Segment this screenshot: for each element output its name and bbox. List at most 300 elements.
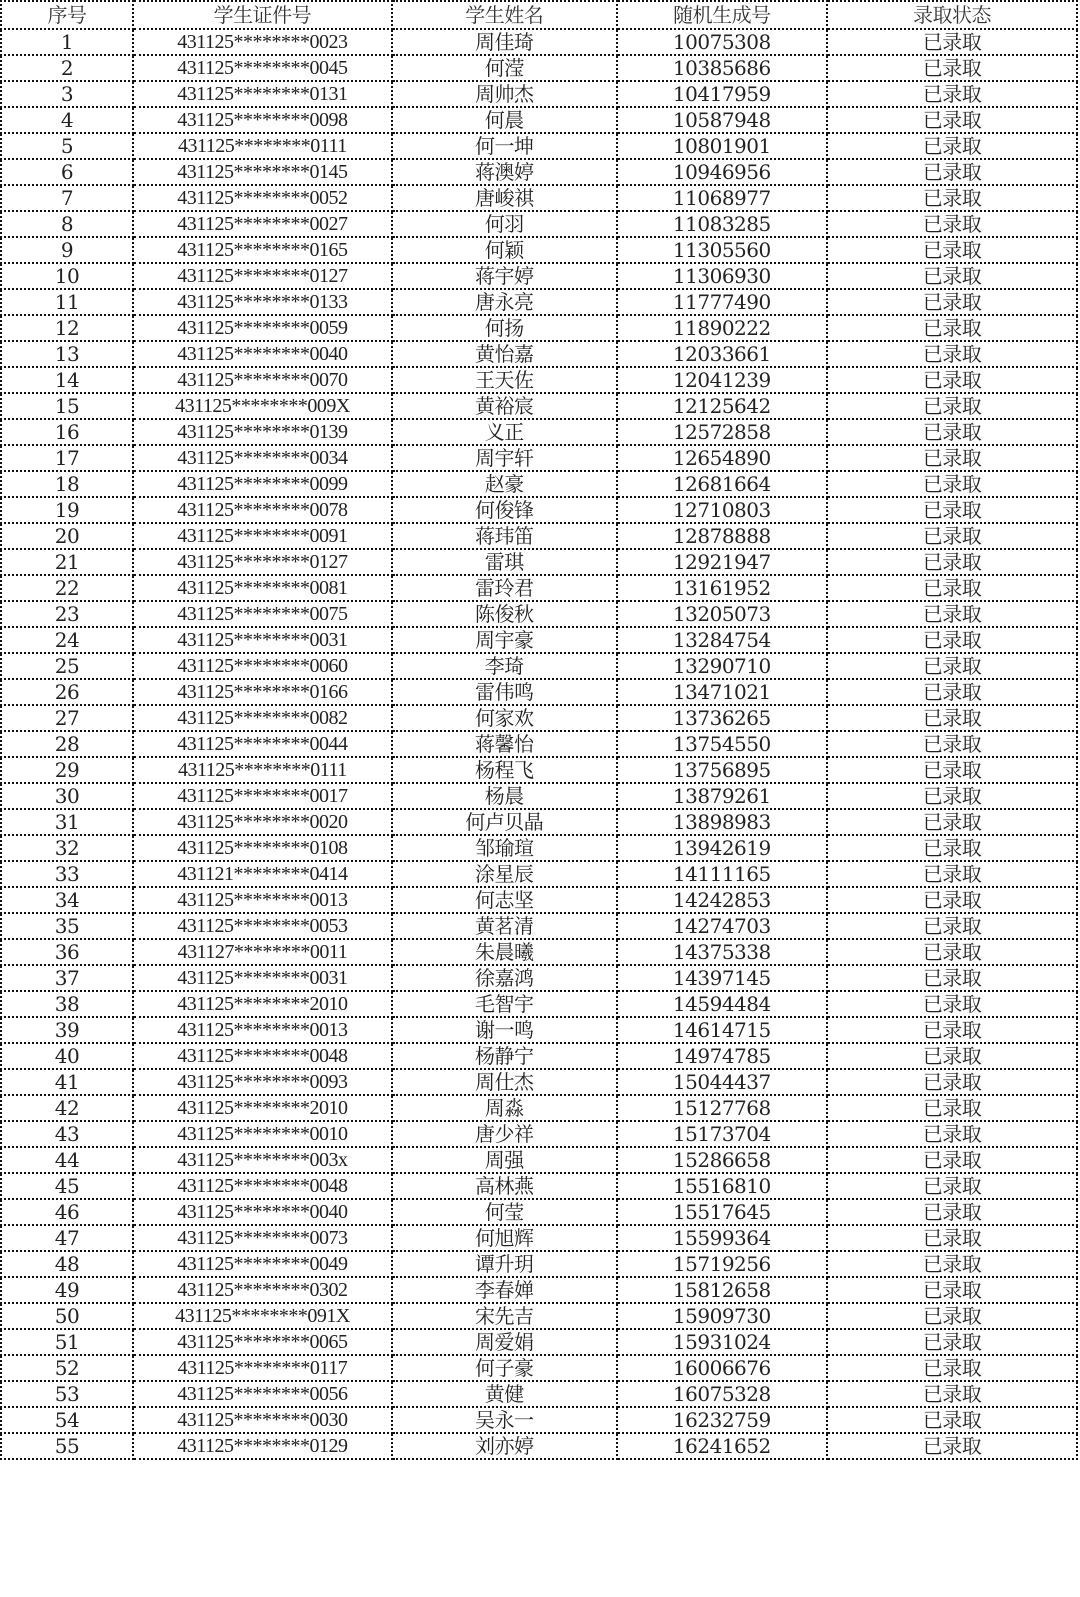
admission-status: 已录取 bbox=[827, 263, 1077, 289]
student-name: 吴永一 bbox=[392, 1407, 617, 1433]
table-row bbox=[1, 315, 1077, 341]
table-row bbox=[1, 1381, 1077, 1407]
student-name: 朱晨曦 bbox=[392, 939, 617, 965]
student-name: 何卢贝晶 bbox=[392, 809, 617, 835]
admission-status: 已录取 bbox=[827, 159, 1077, 185]
student-name: 蒋馨怡 bbox=[392, 731, 617, 757]
row-index: 28 bbox=[1, 731, 133, 757]
random-number: 16006676 bbox=[617, 1355, 828, 1381]
admission-status: 已录取 bbox=[827, 861, 1077, 887]
table-row bbox=[1, 1433, 1077, 1459]
random-number: 15173704 bbox=[617, 1121, 828, 1147]
row-index: 39 bbox=[1, 1017, 133, 1043]
student-name: 何颖 bbox=[392, 237, 617, 263]
student-id: 431125********0099 bbox=[133, 471, 392, 497]
row-index: 52 bbox=[1, 1355, 133, 1381]
header-index: 序号 bbox=[1, 1, 133, 29]
row-index: 47 bbox=[1, 1225, 133, 1251]
student-id: 431125********0165 bbox=[133, 237, 392, 263]
student-id: 431125********0048 bbox=[133, 1173, 392, 1199]
random-number: 13754550 bbox=[617, 731, 828, 757]
random-number: 14594484 bbox=[617, 991, 828, 1017]
row-index: 25 bbox=[1, 653, 133, 679]
row-index: 23 bbox=[1, 601, 133, 627]
table-row bbox=[1, 289, 1077, 315]
student-name: 黄怡嘉 bbox=[392, 341, 617, 367]
student-id: 431125********0013 bbox=[133, 887, 392, 913]
random-number: 15812658 bbox=[617, 1277, 828, 1303]
admission-status: 已录取 bbox=[827, 1277, 1077, 1303]
student-id: 431125********0070 bbox=[133, 367, 392, 393]
table-row bbox=[1, 367, 1077, 393]
student-name: 陈俊秋 bbox=[392, 601, 617, 627]
random-number: 13756895 bbox=[617, 757, 828, 783]
table-row bbox=[1, 1069, 1077, 1095]
table-row bbox=[1, 939, 1077, 965]
row-index: 32 bbox=[1, 835, 133, 861]
random-number: 13879261 bbox=[617, 783, 828, 809]
table-row bbox=[1, 263, 1077, 289]
student-id: 431125********0065 bbox=[133, 1329, 392, 1355]
random-number: 12921947 bbox=[617, 549, 828, 575]
row-index: 7 bbox=[1, 185, 133, 211]
admission-status: 已录取 bbox=[827, 679, 1077, 705]
admission-status: 已录取 bbox=[827, 1017, 1077, 1043]
random-number: 16232759 bbox=[617, 1407, 828, 1433]
random-number: 12710803 bbox=[617, 497, 828, 523]
table-row bbox=[1, 497, 1077, 523]
student-id: 431125********0078 bbox=[133, 497, 392, 523]
table-row bbox=[1, 1017, 1077, 1043]
admission-status: 已录取 bbox=[827, 783, 1077, 809]
row-index: 5 bbox=[1, 133, 133, 159]
table-row bbox=[1, 861, 1077, 887]
student-id: 431125********0127 bbox=[133, 549, 392, 575]
student-name: 徐嘉鸿 bbox=[392, 965, 617, 991]
random-number: 14274703 bbox=[617, 913, 828, 939]
random-number: 14242853 bbox=[617, 887, 828, 913]
row-index: 10 bbox=[1, 263, 133, 289]
table-row bbox=[1, 991, 1077, 1017]
student-name: 邹瑜瑄 bbox=[392, 835, 617, 861]
table-row bbox=[1, 731, 1077, 757]
student-name: 周淼 bbox=[392, 1095, 617, 1121]
table-row bbox=[1, 445, 1077, 471]
student-name: 周爱娟 bbox=[392, 1329, 617, 1355]
random-number: 11068977 bbox=[617, 185, 828, 211]
admission-status: 已录取 bbox=[827, 1355, 1077, 1381]
admission-status: 已录取 bbox=[827, 1173, 1077, 1199]
student-id: 431125********0093 bbox=[133, 1069, 392, 1095]
student-id: 431125********0145 bbox=[133, 159, 392, 185]
table-row bbox=[1, 965, 1077, 991]
row-index: 29 bbox=[1, 757, 133, 783]
student-name: 周宇豪 bbox=[392, 627, 617, 653]
admission-status: 已录取 bbox=[827, 1407, 1077, 1433]
random-number: 13736265 bbox=[617, 705, 828, 731]
row-index: 42 bbox=[1, 1095, 133, 1121]
row-index: 48 bbox=[1, 1251, 133, 1277]
student-name: 何扬 bbox=[392, 315, 617, 341]
student-id: 431125********091X bbox=[133, 1303, 392, 1329]
student-name: 杨晨 bbox=[392, 783, 617, 809]
table-row bbox=[1, 887, 1077, 913]
admission-status: 已录取 bbox=[827, 965, 1077, 991]
table-row bbox=[1, 419, 1077, 445]
admission-status: 已录取 bbox=[827, 523, 1077, 549]
admission-status: 已录取 bbox=[827, 393, 1077, 419]
row-index: 44 bbox=[1, 1147, 133, 1173]
row-index: 27 bbox=[1, 705, 133, 731]
admission-status: 已录取 bbox=[827, 731, 1077, 757]
student-name: 毛智宇 bbox=[392, 991, 617, 1017]
row-index: 12 bbox=[1, 315, 133, 341]
student-name: 何俊锋 bbox=[392, 497, 617, 523]
random-number: 10587948 bbox=[617, 107, 828, 133]
student-id: 431125********0302 bbox=[133, 1277, 392, 1303]
student-name: 何晨 bbox=[392, 107, 617, 133]
admission-status: 已录取 bbox=[827, 29, 1077, 55]
random-number: 13942619 bbox=[617, 835, 828, 861]
student-name: 何子豪 bbox=[392, 1355, 617, 1381]
student-name: 何家欢 bbox=[392, 705, 617, 731]
row-index: 54 bbox=[1, 1407, 133, 1433]
random-number: 15044437 bbox=[617, 1069, 828, 1095]
student-id: 431125********0166 bbox=[133, 679, 392, 705]
admission-status: 已录取 bbox=[827, 835, 1077, 861]
student-id: 431125********0031 bbox=[133, 965, 392, 991]
admission-status: 已录取 bbox=[827, 1069, 1077, 1095]
student-name: 黄裕宸 bbox=[392, 393, 617, 419]
admission-status: 已录取 bbox=[827, 627, 1077, 653]
random-number: 15517645 bbox=[617, 1199, 828, 1225]
admission-status: 已录取 bbox=[827, 601, 1077, 627]
table-row bbox=[1, 471, 1077, 497]
table-row bbox=[1, 81, 1077, 107]
random-number: 12572858 bbox=[617, 419, 828, 445]
random-number: 10417959 bbox=[617, 81, 828, 107]
table-row bbox=[1, 1407, 1077, 1433]
header-row bbox=[1, 1, 1077, 29]
table-row bbox=[1, 757, 1077, 783]
table-row bbox=[1, 107, 1077, 133]
row-index: 37 bbox=[1, 965, 133, 991]
student-id: 431125********0020 bbox=[133, 809, 392, 835]
student-name: 何羽 bbox=[392, 211, 617, 237]
random-number: 10946956 bbox=[617, 159, 828, 185]
student-name: 何旭辉 bbox=[392, 1225, 617, 1251]
random-number: 14375338 bbox=[617, 939, 828, 965]
admission-status: 已录取 bbox=[827, 1329, 1077, 1355]
row-index: 1 bbox=[1, 29, 133, 55]
student-name: 刘亦婷 bbox=[392, 1433, 617, 1459]
student-id: 431125********0040 bbox=[133, 1199, 392, 1225]
admission-status: 已录取 bbox=[827, 1251, 1077, 1277]
table-body bbox=[1, 29, 1077, 1459]
student-id: 431125********0129 bbox=[133, 1433, 392, 1459]
admission-status: 已录取 bbox=[827, 81, 1077, 107]
student-name: 李春婵 bbox=[392, 1277, 617, 1303]
table-row bbox=[1, 1173, 1077, 1199]
row-index: 53 bbox=[1, 1381, 133, 1407]
table-row bbox=[1, 809, 1077, 835]
admission-status: 已录取 bbox=[827, 913, 1077, 939]
admission-status: 已录取 bbox=[827, 367, 1077, 393]
row-index: 6 bbox=[1, 159, 133, 185]
table-row bbox=[1, 29, 1077, 55]
student-id: 431125********0127 bbox=[133, 263, 392, 289]
student-id: 431125********0048 bbox=[133, 1043, 392, 1069]
row-index: 3 bbox=[1, 81, 133, 107]
student-id: 431125********0081 bbox=[133, 575, 392, 601]
admission-status: 已录取 bbox=[827, 471, 1077, 497]
random-number: 15516810 bbox=[617, 1173, 828, 1199]
student-id: 431125********0075 bbox=[133, 601, 392, 627]
student-id: 431125********0082 bbox=[133, 705, 392, 731]
student-name: 蒋宇婷 bbox=[392, 263, 617, 289]
student-name: 雷伟鸣 bbox=[392, 679, 617, 705]
student-id: 431125********0098 bbox=[133, 107, 392, 133]
row-index: 14 bbox=[1, 367, 133, 393]
student-id: 431121********0414 bbox=[133, 861, 392, 887]
table-row bbox=[1, 835, 1077, 861]
student-name: 周仕杰 bbox=[392, 1069, 617, 1095]
student-id: 431125********0091 bbox=[133, 523, 392, 549]
row-index: 24 bbox=[1, 627, 133, 653]
student-name: 周宇轩 bbox=[392, 445, 617, 471]
table-row bbox=[1, 575, 1077, 601]
admission-status: 已录取 bbox=[827, 133, 1077, 159]
student-id: 431125********0053 bbox=[133, 913, 392, 939]
row-index: 55 bbox=[1, 1433, 133, 1459]
admission-status: 已录取 bbox=[827, 289, 1077, 315]
student-name: 宋先吉 bbox=[392, 1303, 617, 1329]
admission-status: 已录取 bbox=[827, 1225, 1077, 1251]
row-index: 26 bbox=[1, 679, 133, 705]
admission-status: 已录取 bbox=[827, 1043, 1077, 1069]
row-index: 36 bbox=[1, 939, 133, 965]
admission-status: 已录取 bbox=[827, 809, 1077, 835]
table-row bbox=[1, 523, 1077, 549]
admission-status: 已录取 bbox=[827, 315, 1077, 341]
table-row bbox=[1, 211, 1077, 237]
table-row bbox=[1, 1329, 1077, 1355]
student-id: 431125********0052 bbox=[133, 185, 392, 211]
header-admission-status: 录取状态 bbox=[827, 1, 1077, 29]
random-number: 14974785 bbox=[617, 1043, 828, 1069]
student-id: 431125********0111 bbox=[133, 133, 392, 159]
student-name: 高林燕 bbox=[392, 1173, 617, 1199]
student-id: 431125********0034 bbox=[133, 445, 392, 471]
student-id: 431125********0139 bbox=[133, 419, 392, 445]
table-row bbox=[1, 159, 1077, 185]
student-id: 431125********0044 bbox=[133, 731, 392, 757]
admission-status: 已录取 bbox=[827, 939, 1077, 965]
student-id: 431125********0108 bbox=[133, 835, 392, 861]
admission-status: 已录取 bbox=[827, 1199, 1077, 1225]
admission-status: 已录取 bbox=[827, 341, 1077, 367]
admission-status: 已录取 bbox=[827, 887, 1077, 913]
row-index: 34 bbox=[1, 887, 133, 913]
student-name: 谢一鸣 bbox=[392, 1017, 617, 1043]
row-index: 45 bbox=[1, 1173, 133, 1199]
table-row bbox=[1, 653, 1077, 679]
student-id: 431125********0045 bbox=[133, 55, 392, 81]
table-row bbox=[1, 1277, 1077, 1303]
student-name: 唐永亮 bbox=[392, 289, 617, 315]
table-row bbox=[1, 601, 1077, 627]
student-name: 杨静宁 bbox=[392, 1043, 617, 1069]
header-student-name: 学生姓名 bbox=[392, 1, 617, 29]
admission-status: 已录取 bbox=[827, 211, 1077, 237]
student-name: 何滢 bbox=[392, 55, 617, 81]
student-name: 何一坤 bbox=[392, 133, 617, 159]
row-index: 31 bbox=[1, 809, 133, 835]
random-number: 15931024 bbox=[617, 1329, 828, 1355]
admission-status: 已录取 bbox=[827, 237, 1077, 263]
student-name: 谭升玥 bbox=[392, 1251, 617, 1277]
row-index: 49 bbox=[1, 1277, 133, 1303]
table-row bbox=[1, 1147, 1077, 1173]
random-number: 16241652 bbox=[617, 1433, 828, 1459]
row-index: 33 bbox=[1, 861, 133, 887]
student-id: 431125********0060 bbox=[133, 653, 392, 679]
admission-status: 已录取 bbox=[827, 1147, 1077, 1173]
random-number: 15127768 bbox=[617, 1095, 828, 1121]
random-number: 12681664 bbox=[617, 471, 828, 497]
header-student-id: 学生证件号 bbox=[133, 1, 392, 29]
admission-status: 已录取 bbox=[827, 549, 1077, 575]
table-row bbox=[1, 1225, 1077, 1251]
table-row bbox=[1, 679, 1077, 705]
student-name: 蒋玮笛 bbox=[392, 523, 617, 549]
student-id: 431125********2010 bbox=[133, 991, 392, 1017]
row-index: 13 bbox=[1, 341, 133, 367]
student-id: 431125********0131 bbox=[133, 81, 392, 107]
table-row bbox=[1, 133, 1077, 159]
admission-status: 已录取 bbox=[827, 653, 1077, 679]
admission-status: 已录取 bbox=[827, 445, 1077, 471]
table-row bbox=[1, 549, 1077, 575]
random-number: 16075328 bbox=[617, 1381, 828, 1407]
random-number: 12878888 bbox=[617, 523, 828, 549]
table-row bbox=[1, 55, 1077, 81]
admission-status: 已录取 bbox=[827, 1121, 1077, 1147]
student-id: 431125********0111 bbox=[133, 757, 392, 783]
random-number: 10801901 bbox=[617, 133, 828, 159]
student-name: 雷玲君 bbox=[392, 575, 617, 601]
table-row bbox=[1, 237, 1077, 263]
row-index: 22 bbox=[1, 575, 133, 601]
table-row bbox=[1, 783, 1077, 809]
student-id: 431125********0010 bbox=[133, 1121, 392, 1147]
row-index: 41 bbox=[1, 1069, 133, 1095]
random-number: 12033661 bbox=[617, 341, 828, 367]
admission-status: 已录取 bbox=[827, 1381, 1077, 1407]
random-number: 10385686 bbox=[617, 55, 828, 81]
student-name: 周佳琦 bbox=[392, 29, 617, 55]
admission-status: 已录取 bbox=[827, 705, 1077, 731]
student-id: 431125********0017 bbox=[133, 783, 392, 809]
table-row bbox=[1, 1355, 1077, 1381]
table-row bbox=[1, 1121, 1077, 1147]
student-name: 黄健 bbox=[392, 1381, 617, 1407]
row-index: 30 bbox=[1, 783, 133, 809]
table-row bbox=[1, 185, 1077, 211]
random-number: 15286658 bbox=[617, 1147, 828, 1173]
student-name: 何志坚 bbox=[392, 887, 617, 913]
student-name: 周强 bbox=[392, 1147, 617, 1173]
row-index: 4 bbox=[1, 107, 133, 133]
random-number: 11305560 bbox=[617, 237, 828, 263]
random-number: 11083285 bbox=[617, 211, 828, 237]
row-index: 17 bbox=[1, 445, 133, 471]
admission-status: 已录取 bbox=[827, 497, 1077, 523]
random-number: 11306930 bbox=[617, 263, 828, 289]
table-row bbox=[1, 913, 1077, 939]
row-index: 40 bbox=[1, 1043, 133, 1069]
row-index: 16 bbox=[1, 419, 133, 445]
row-index: 15 bbox=[1, 393, 133, 419]
student-name: 赵豪 bbox=[392, 471, 617, 497]
student-id: 431125********0030 bbox=[133, 1407, 392, 1433]
random-number: 13284754 bbox=[617, 627, 828, 653]
random-number: 12125642 bbox=[617, 393, 828, 419]
random-number: 13898983 bbox=[617, 809, 828, 835]
random-number: 15909730 bbox=[617, 1303, 828, 1329]
random-number: 12654890 bbox=[617, 445, 828, 471]
table-row bbox=[1, 1303, 1077, 1329]
table-row bbox=[1, 705, 1077, 731]
student-id: 431125********0027 bbox=[133, 211, 392, 237]
student-name: 义正 bbox=[392, 419, 617, 445]
row-index: 35 bbox=[1, 913, 133, 939]
student-name: 周帅杰 bbox=[392, 81, 617, 107]
admission-status: 已录取 bbox=[827, 1095, 1077, 1121]
student-name: 蒋澳婷 bbox=[392, 159, 617, 185]
random-number: 13205073 bbox=[617, 601, 828, 627]
random-number: 12041239 bbox=[617, 367, 828, 393]
row-index: 2 bbox=[1, 55, 133, 81]
admission-status: 已录取 bbox=[827, 757, 1077, 783]
random-number: 14111165 bbox=[617, 861, 828, 887]
random-number: 10075308 bbox=[617, 29, 828, 55]
student-name: 李琦 bbox=[392, 653, 617, 679]
student-name: 涂星辰 bbox=[392, 861, 617, 887]
admission-status: 已录取 bbox=[827, 107, 1077, 133]
student-name: 何莹 bbox=[392, 1199, 617, 1225]
student-id: 431125********0040 bbox=[133, 341, 392, 367]
row-index: 46 bbox=[1, 1199, 133, 1225]
student-id: 431125********0133 bbox=[133, 289, 392, 315]
admission-status: 已录取 bbox=[827, 419, 1077, 445]
student-id: 431125********0049 bbox=[133, 1251, 392, 1277]
student-id: 431125********0117 bbox=[133, 1355, 392, 1381]
admission-status: 已录取 bbox=[827, 575, 1077, 601]
row-index: 20 bbox=[1, 523, 133, 549]
table-row bbox=[1, 341, 1077, 367]
random-number: 15719256 bbox=[617, 1251, 828, 1277]
random-number: 13161952 bbox=[617, 575, 828, 601]
student-id: 431125********0073 bbox=[133, 1225, 392, 1251]
table-row bbox=[1, 627, 1077, 653]
row-index: 11 bbox=[1, 289, 133, 315]
random-number: 11777490 bbox=[617, 289, 828, 315]
row-index: 18 bbox=[1, 471, 133, 497]
student-name: 黄茗清 bbox=[392, 913, 617, 939]
table-row bbox=[1, 1199, 1077, 1225]
row-index: 50 bbox=[1, 1303, 133, 1329]
